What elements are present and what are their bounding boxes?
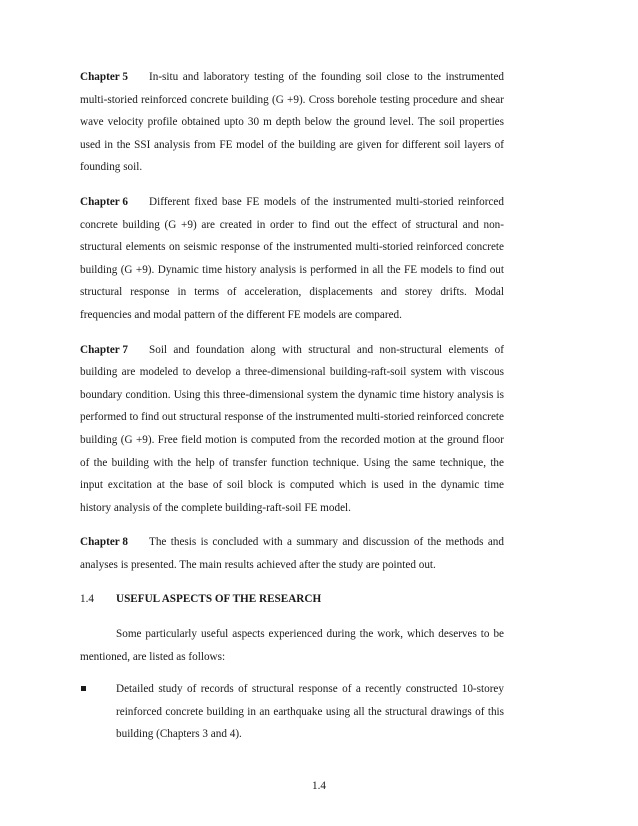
chapter-8-label: Chapter 8	[80, 536, 128, 549]
chapter-6-paragraph	[80, 191, 504, 327]
chapter-7-text: Soil and foundation along with structural and non-structural elements of building are modeled to develop a three-dimensional building-raft-soil system with viscous boundary condition. Using this three-dimensional system the dynamic time history analysis is performed to find out structural response of the instrumented multi-storied reinforced concrete building (G +9). Free field motion is computed from the recorded motion at the ground floor of the building with the help of transfer function technique. Using the same technique, the input excitation at the base of soil block is computed which is used in the dynamic time history analysis of the complete building-raft-soil FE model.	[80, 343, 504, 514]
intro-paragraph: Some particularly useful aspects experienced during the work, which deserves to be mentioned, are listed as follows:	[80, 628, 504, 663]
square-bullet-icon	[80, 678, 116, 746]
list-item-text: Detailed study of records of structural response of a recently constructed 10-storey reinforced concrete building in an earthquake using all the structural drawings of this building (Chapters 3 and 4).	[116, 683, 504, 741]
chapter-5-text: In-situ and laboratory testing of the founding soil close to the instrumented multi-storied reinforced concrete building (G +9). Cross borehole testing procedure and shear wave velocity profile obtained upto 30 m depth below the ground level. The soil properties used in the SSI analysis from FE model of the building are given for different soil layers of founding soil.	[80, 71, 504, 174]
section-number: 1.4	[80, 593, 94, 606]
chapter-8-text: The thesis is concluded with a summary and discussion of the methods and analyses is presented. The main results achieved after the study are pointed out.	[80, 536, 504, 571]
page-content	[80, 66, 504, 746]
section-heading	[80, 588, 504, 611]
chapter-6-text: Different fixed base FE models of the instrumented multi-storied reinforced concrete building (G +9) are created in order to find out the effect of structural and non-structural elements on seismic response of the instrumented multi-storied reinforced concrete building (G +9). Dynamic time history analysis is performed in all the FE models to find out structural response in terms of acceleration, displacements and storey drifts. Modal frequencies and modal pattern of the different FE models are compared.	[80, 195, 504, 321]
list-item	[80, 678, 504, 746]
chapter-5-label: Chapter 5	[80, 71, 128, 83]
chapter-7-label: Chapter 7	[80, 343, 128, 356]
chapter-8-paragraph	[80, 531, 504, 576]
chapter-7-paragraph	[80, 339, 504, 520]
section-title: USEFUL ASPECTS OF THE RESEARCH	[116, 593, 322, 606]
chapter-5-paragraph	[80, 66, 504, 179]
chapter-6-label: Chapter 6	[80, 195, 128, 208]
page-number: 1.4	[312, 780, 326, 792]
